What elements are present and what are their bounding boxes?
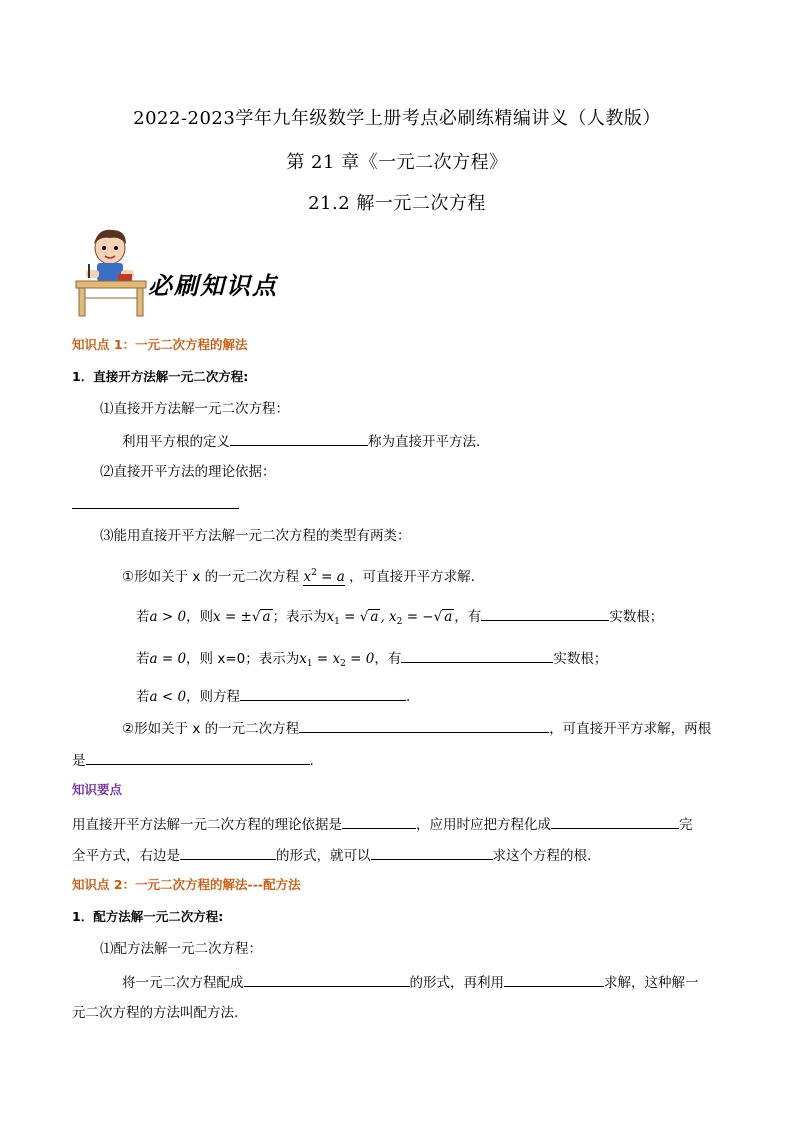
text: ，则 <box>186 609 214 625</box>
kp1-case-1 <box>122 564 475 586</box>
kp1-case-2-roots <box>72 750 314 770</box>
text: 实数根； <box>609 609 664 625</box>
fill-blank <box>401 648 553 663</box>
text: ，可直接开平方求解，两根 <box>549 721 712 737</box>
kp2-p1: ⑴配方法解一元二次方程： <box>100 941 262 957</box>
text: 利用平方根的定义 <box>122 434 230 450</box>
kp1-case-2 <box>122 718 711 738</box>
kp1-p1-line <box>122 431 480 451</box>
math-a-eq-0: a = 0 <box>149 651 187 667</box>
kp1-p3: ⑶能用直接开平方法解一元二次方程的类型有两类： <box>100 528 411 544</box>
text: 的形式，就可以 <box>276 848 371 864</box>
text: 完 <box>679 817 693 833</box>
math-x-squared-eq-a: $x^2 = a$ <box>303 568 345 585</box>
text: 的形式，再利用 <box>409 975 504 991</box>
text: 是 <box>72 753 86 769</box>
chapter-title: 第 21 章《一元二次方程》 <box>286 152 508 173</box>
text: . <box>406 689 411 705</box>
section-title: 21.2 解一元二次方程 <box>308 193 486 214</box>
fill-blank <box>299 718 549 733</box>
math-a-gt-0: a > 0 <box>149 609 187 625</box>
text: . <box>309 753 314 769</box>
text: ①形如关于 x 的一元二次方程 <box>122 569 300 585</box>
document-title: 2022-2023学年九年级数学上册考点必刷练精编讲义（人教版） <box>133 108 661 129</box>
text: ；表示为 <box>272 609 327 625</box>
key-points-heading: 知识要点 <box>72 782 123 797</box>
text: ，有 <box>454 609 482 625</box>
math-x1-eq-x2-eq-0: $x_1 = x_2 = 0$ <box>299 651 375 669</box>
fill-blank <box>371 845 493 860</box>
knowledge-banner <box>70 226 330 318</box>
kp2-line-1 <box>122 972 699 992</box>
text: ，则 x=0；表示为 <box>186 651 300 667</box>
text: ，有 <box>374 651 402 667</box>
text: ，则方程 <box>186 689 241 705</box>
kp2-line-2: 元二次方程的方法叫配方法. <box>72 1005 239 1021</box>
key-points-line-1 <box>72 814 693 834</box>
text: 求这个方程的根. <box>492 848 592 864</box>
text: 若 <box>136 609 150 625</box>
kp2-heading: 知识点 2：一元二次方程的解法---配方法 <box>72 877 301 892</box>
kp1-case-a-zero <box>136 648 607 673</box>
kp2-section-1: 1．配方法解一元二次方程: <box>72 909 224 924</box>
kp1-p2-line <box>72 494 239 514</box>
kp1-p2: ⑵直接开平方法的理论依据： <box>100 464 276 480</box>
student-at-desk-icon <box>70 226 150 318</box>
fill-blank <box>342 814 416 829</box>
text: ②形如关于 x 的一元二次方程 <box>122 721 300 737</box>
math-x-pm-sqrt-a: x = ±√ a <box>213 609 271 625</box>
kp1-case-a-negative <box>136 686 410 706</box>
fill-blank <box>481 606 609 621</box>
text: 用直接开平方法解一元二次方程的理论依据是 <box>72 817 342 833</box>
key-points-line-2 <box>72 845 591 865</box>
text: 求解，这种解一 <box>604 975 699 991</box>
math-a-lt-0: a < 0 <box>149 689 187 705</box>
text: 全平方式，右边是 <box>72 848 180 864</box>
banner-label: 必刷知识点 <box>148 271 278 300</box>
math-x1-sqrt-a: $x_1$ = √ a , <box>326 609 385 627</box>
math-x2-neg-sqrt-a: $x_2$ = −√ a <box>389 609 453 627</box>
fill-blank <box>504 972 604 987</box>
fill-blank <box>244 972 410 987</box>
text: ，应用时应把方程化成 <box>416 817 551 833</box>
fill-blank <box>230 431 368 446</box>
fill-blank <box>86 750 310 765</box>
text: 称为直接开平方法. <box>368 434 481 450</box>
text: 若 <box>136 651 150 667</box>
fill-blank <box>72 494 239 509</box>
fill-blank <box>551 814 679 829</box>
fill-blank <box>180 845 276 860</box>
kp1-case-a-positive <box>136 606 663 631</box>
text: 若 <box>136 689 150 705</box>
kp1-p1: ⑴直接开方法解一元二次方程： <box>100 401 289 417</box>
text: ，可直接开平方求解. <box>349 569 475 585</box>
fill-blank <box>240 686 406 701</box>
text: 实数根； <box>553 651 608 667</box>
text: 将一元二次方程配成 <box>122 975 244 991</box>
kp1-section-1: 1．直接开方法解一元二次方程: <box>72 369 249 384</box>
kp1-heading: 知识点 1：一元二次方程的解法 <box>72 337 248 352</box>
